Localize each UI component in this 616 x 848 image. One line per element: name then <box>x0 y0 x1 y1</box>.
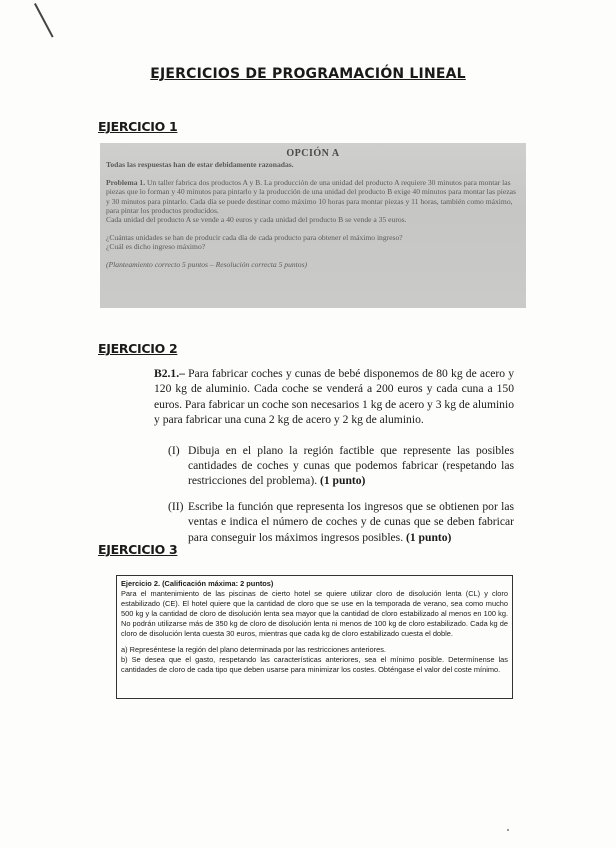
exercise-3-heading: EJERCICIO 3 <box>98 542 178 557</box>
exercise-1-box <box>100 143 526 308</box>
question-2: ¿Cuál es dicho ingreso máximo? <box>106 242 206 252</box>
price-text: Cada unidad del producto A se vende a 40 euros y cada unidad del producto B se vende a 35 euros. <box>106 215 407 225</box>
item-text: Dibuja en el plano la región factible que represente las posibles cantidades de coches y cunas que podemos fabricar (respetando las restricciones del problema). <box>188 443 514 488</box>
instructions: Todas las respuestas han de estar debidamente razonadas. <box>106 160 294 170</box>
item-points: (1 punto) <box>406 530 452 544</box>
exercise-2-text: Para fabricar coches y cunas de bebé disponemos de 80 kg de acero y 120 kg de aluminio. Cada coche se venderá a 200 euros y cada cuna a 150 euros. Para fabricar un coche son necesarios 1 kg de acero y 3 kg de aluminio y para fabricar una cuna 2 kg de acero y 2 kg de aluminio. <box>154 367 514 427</box>
scan-speck <box>507 829 509 831</box>
option-label: OPCIÓN A <box>286 148 340 159</box>
item-points: (1 punto) <box>320 474 366 488</box>
problem-label: Problema 1. <box>106 177 146 187</box>
exercise-2-item-2 <box>154 499 514 545</box>
item-text: Escribe la función que representa los ingresos que se obtienen por las ventas e indica el número de coches y de cunas que se deben fabricar para conseguir los máximos ingresos posibles. <box>188 499 514 544</box>
question-1: ¿Cuántas unidades se han de producir cada día de cada producto para obtener el máximo ingreso? <box>106 232 403 242</box>
exercise-2-item-1 <box>154 443 514 489</box>
grading-footer: (Planteamiento correcto 5 puntos – Resolución correcta 5 puntos) <box>106 259 308 269</box>
exercise-3-statement: Para el mantenimiento de las piscinas de cierto hotel se quiere utilizar cloro de disolución lenta (CL) y cloro estabilizado (CE). El hotel quiere que la cantidad de cloro que se use en la temporada de verano, sea como mucho 500 kg y la cantidad de cloro de disolución lenta sea mayor que la cantidad de cloro estabilizado al menos en 100 kg. No podrán utilizarse más de 350 kg de cloro de disolución lenta ni menos de 100 kg de cloro estabilizado. Cada kg de cloro de disolución lenta cuesta 30 euros, mientras que cada kg de cloro estabilizado cuesta el doble. <box>121 589 508 638</box>
page-title: EJERCICIOS DE PROGRAMACIÓN LINEAL <box>150 66 466 82</box>
pen-mark <box>34 3 54 37</box>
exercise-3-part-a: a) Represéntese la región del plano determinada por las restricciones anteriores. <box>121 645 386 654</box>
exercise-2-code: B2.1.– <box>154 367 185 380</box>
item-number: (II) <box>168 499 184 513</box>
exercise-3-box-title: Ejercicio 2. (Calificación máxima: 2 puntos) <box>121 579 274 588</box>
exercise-2-statement <box>154 366 514 428</box>
exercise-2-body <box>154 366 514 545</box>
exercise-3-part-b: b) Se desea que el gasto, respetando las características anteriores, sea el mínimo posible. Determínense las cantidades de cloro de cada tipo que deben usarse para minimizar los costes. Obténgase el valor del coste mínimo. <box>121 655 508 674</box>
problem-1 <box>106 178 520 216</box>
exercise-2-heading: EJERCICIO 2 <box>98 341 178 356</box>
exercise-1-heading: EJERCICIO 1 <box>98 119 178 134</box>
exercise-3-box <box>116 575 513 699</box>
problem-text: Un taller fabrica dos productos A y B. La producción de una unidad del producto A requiere 30 minutos para montar las piezas que lo forman y 40 minutos para pintarlo y la producción de una unidad del producto B exige 40 minutos para montar las piezas y 30 minutos para pintarlo. Cada día se puede destinar como máximo 10 horas para montar piezas y 11 horas, también como máximo, para pintar los productos producidos. <box>106 177 516 216</box>
item-number: (I) <box>168 443 180 457</box>
